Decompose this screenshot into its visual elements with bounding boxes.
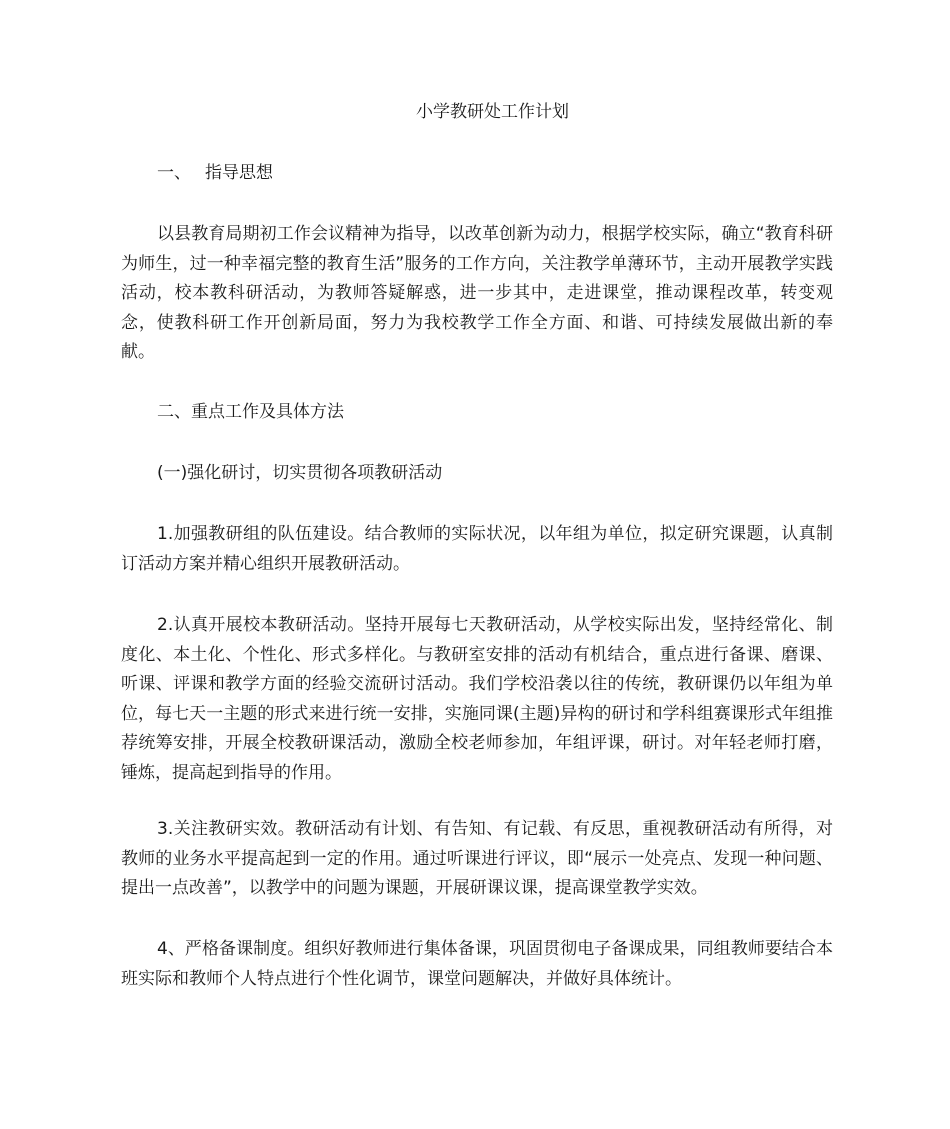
- section-heading-key-work: 二、重点工作及具体方法: [157, 402, 344, 422]
- subsection-heading: (一)强化研讨，切实贯彻各项教研活动: [157, 463, 443, 483]
- document-title: 小学教研处工作计划: [416, 102, 569, 122]
- section-heading-guiding-ideology: [157, 160, 273, 186]
- section-heading-text: 指导思想: [205, 163, 273, 183]
- list-item: 4、严格备课制度。组织好教师进行集体备课，巩固贯彻电子备课成果，同组教师要结合本班实际和教师个人特点进行个性化调节，课堂问题解决，并做好具体统计。: [121, 939, 833, 989]
- guiding-ideology-paragraph: 以县教育局期初工作会议精神为指导，以改革创新为动力，根据学校实际，确立“教育科研为师生，过一种幸福完整的教育生活”服务的工作方向，关注教学单薄环节，主动开展教学实践活动，校本教科研活动，为教师答疑解惑，进一步其中，走进课堂，推动课程改革，转变观念，使教科研工作开创新局面，努力为我校教学工作全方面、和谐、可持续发展做出新的奉献。: [121, 224, 833, 363]
- section-number: 一、: [157, 163, 191, 183]
- list-item: 1.加强教研组的队伍建设。结合教师的实际状况，以年组为单位，拟定研究课题，认真制订活动方案并精心组织开展教研活动。: [121, 524, 833, 574]
- list-item: 3.关注教研实效。教研活动有计划、有告知、有记载、有反思，重视教研活动有所得，对教师的业务水平提高起到一定的作用。通过听课进行评议，即“展示一处亮点、发现一种问题、提出一点改善”，以教学中的问题为课题，开展研课议课，提高课堂教学实效。: [121, 819, 833, 899]
- list-item: 2.认真开展校本教研活动。坚持开展每七天教研活动，从学校实际出发，坚持经常化、制度化、本土化、个性化、形式多样化。与教研室安排的活动有机结合，重点进行备课、磨课、听课、评课和教学方面的经验交流研讨活动。我们学校沿袭以往的传统，教研课仍以年组为单位，每七天一主题的形式来进行统一安排，实施同课(主题)异构的研讨和学科组赛课形式年组推荐统筹安排，开展全校教研课活动，激励全校老师参加，年组评课，研讨。对年轻老师打磨，锤炼，提高起到指导的作用。: [121, 615, 833, 783]
